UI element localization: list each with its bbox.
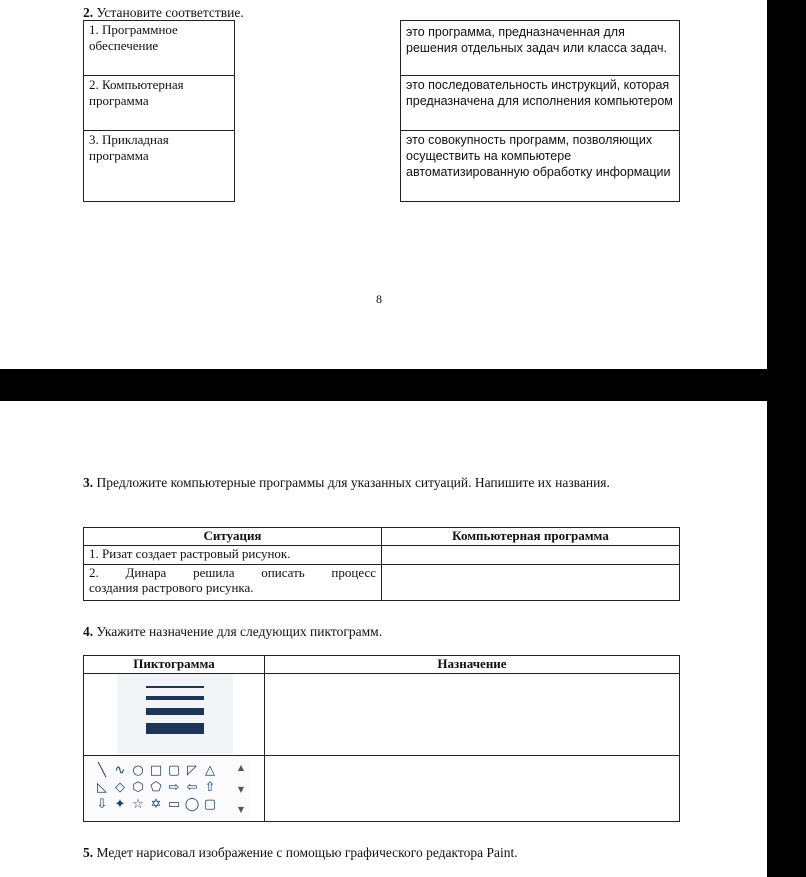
q2-right-table — [400, 20, 680, 202]
question-3-title: 3. Предложите компьютерные программы для указанных ситуаций. Напишите их названия. — [83, 475, 610, 490]
shape-option-4[interactable]: □ — [149, 763, 163, 778]
scroll-down-icon[interactable]: ▼ — [237, 785, 245, 794]
line-width-icon — [117, 674, 233, 754]
question-2-title: 2. Установите соответствие. — [83, 5, 244, 20]
shape-option-15[interactable]: ⇩ — [96, 797, 108, 812]
table-row — [84, 756, 680, 822]
shape-option-21[interactable]: ▢ — [203, 797, 217, 812]
shape-option-6[interactable]: ◸ — [187, 763, 197, 778]
q4-row-1-answer[interactable] — [265, 674, 680, 756]
shape-option-10[interactable]: ⬡ — [132, 780, 144, 795]
page-number: 8 — [376, 292, 382, 306]
q2-left-item-1: 1. Программное обеспечение — [89, 22, 178, 53]
page-top — [0, 0, 767, 369]
question-4-title: 4. Укажите назначение для следующих пиктограмм. — [83, 624, 383, 639]
q3-row-1-answer[interactable] — [382, 546, 680, 565]
q2-right-item-3: это совокупность программ, позволяющих осуществить на компьютере автоматизированную обработку информации — [406, 133, 671, 179]
shape-option-1[interactable]: ╲ — [98, 763, 106, 778]
expand-gallery-icon[interactable]: ▼ — [237, 805, 245, 814]
shape-option-17[interactable]: ☆ — [132, 797, 144, 812]
shape-option-11[interactable]: ⬠ — [150, 780, 162, 795]
shape-option-3[interactable]: ○ — [132, 763, 144, 778]
q3-header-program: Компьютерная программа — [382, 528, 680, 546]
shape-option-8[interactable]: ◺ — [97, 780, 107, 795]
shape-option-12[interactable]: ⇨ — [168, 780, 180, 795]
q4-table — [83, 655, 680, 822]
shape-option-7[interactable]: △ — [205, 763, 215, 778]
shape-option-20[interactable]: ◯ — [184, 797, 200, 812]
table-row — [84, 674, 680, 756]
shape-option-16[interactable]: ✦ — [114, 797, 126, 812]
shape-option-18[interactable]: ✡ — [150, 797, 162, 812]
shape-option-2[interactable]: ∿ — [114, 763, 126, 778]
q3-table — [83, 527, 680, 601]
q2-left-item-3: 3. Прикладная программа — [89, 132, 169, 163]
q4-header-icon: Пиктограмма — [84, 656, 265, 674]
table-row — [84, 546, 680, 565]
shape-option-5[interactable]: ▢ — [167, 763, 181, 778]
q2-right-item-1: это программа, предназначенная для решения отдельных задач или класса задач. — [406, 25, 668, 55]
table-row — [84, 565, 680, 601]
shape-option-14[interactable]: ⇧ — [204, 780, 216, 795]
q4-header-purpose: Назначение — [265, 656, 680, 674]
page-bottom — [0, 401, 767, 877]
q2-left-item-2: 2. Компьютерная программа — [89, 77, 184, 108]
q3-row-2-answer[interactable] — [382, 565, 680, 601]
q3-row-2-situation-line1: 2. Динара решила описать процесс — [89, 565, 376, 580]
shape-option-13[interactable]: ⇦ — [186, 780, 198, 795]
shapes-gallery-icon[interactable] — [84, 756, 250, 820]
shape-option-9[interactable]: ◇ — [115, 780, 125, 795]
scroll-up-icon[interactable]: ▲ — [237, 763, 245, 772]
q3-header-situation: Ситуация — [84, 528, 382, 546]
q2-left-table — [83, 20, 235, 202]
q3-row-2-situation-line2: создания растрового рисунка. — [89, 580, 254, 595]
question-5-title: 5. Медет нарисовал изображение с помощью графического редактора Paint. — [83, 845, 518, 860]
shape-option-19[interactable]: ▭ — [167, 797, 181, 812]
q3-row-1-situation: 1. Ризат создает растровый рисунок. — [84, 546, 382, 565]
q4-row-2-answer[interactable] — [265, 756, 680, 822]
q2-right-item-2: это последовательность инструкций, которая предназначена для исполнения компьютером — [406, 78, 673, 108]
